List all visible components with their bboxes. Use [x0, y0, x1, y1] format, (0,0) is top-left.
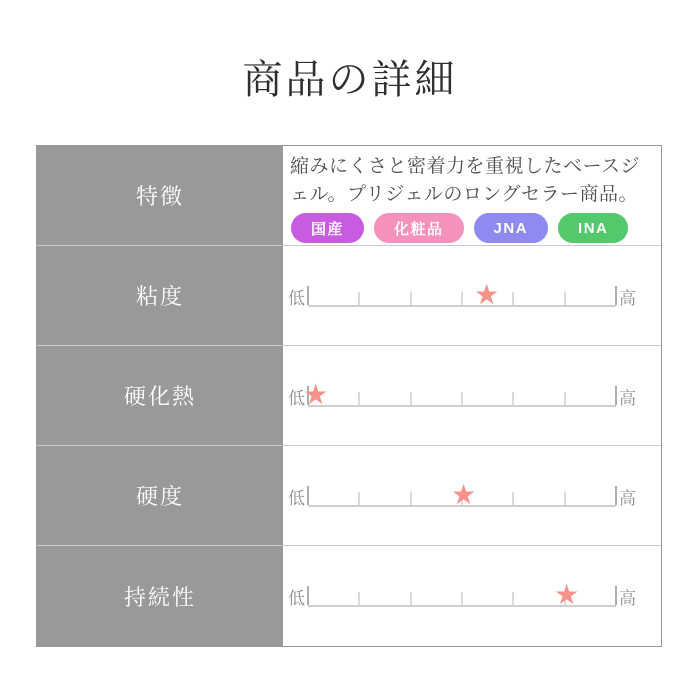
- scale-high-label: 高: [619, 589, 636, 608]
- scale-tick: [615, 586, 617, 605]
- row-header-viscosity: 粘度: [37, 246, 283, 345]
- scale-tick: [359, 592, 360, 605]
- hardness-content-cell: [283, 446, 661, 545]
- scale-tick: [615, 286, 617, 305]
- rating-scale: [288, 578, 636, 611]
- scale-tick: [307, 486, 309, 505]
- scale-low-label: 低: [288, 288, 305, 308]
- rating-scale: [288, 477, 636, 511]
- table-row-viscosity: [37, 246, 661, 346]
- scale-tick: [307, 286, 309, 305]
- scale-tick: [462, 392, 463, 405]
- page-title: 商品の詳細: [242, 58, 458, 102]
- rating-star-icon: ★: [450, 477, 477, 511]
- scale-tick: [513, 292, 514, 305]
- scale-track: [303, 377, 616, 411]
- scale-tick: [462, 592, 463, 605]
- table-row-feature: [37, 146, 661, 246]
- badge-ina: INA: [558, 213, 628, 243]
- feature-description: 縮みにくさと密着力を重視したベースジェル。プリジェルのロングセラー商品。: [290, 156, 641, 205]
- scale-tick: [410, 492, 411, 505]
- scale-tick: [564, 492, 565, 505]
- row-header-curing-heat: 硬化熱: [37, 346, 283, 445]
- scale-tick: [564, 392, 565, 405]
- scale-high-label: 高: [619, 488, 636, 508]
- scale-high-label: 高: [619, 288, 636, 308]
- scale-track: [308, 578, 616, 611]
- table-row-durability: [37, 546, 661, 646]
- row-header-durability: 持続性: [37, 546, 283, 646]
- scale-tick: [359, 392, 360, 405]
- scale-tick: [462, 292, 463, 305]
- scale-tick: [307, 586, 309, 605]
- scale-tick: [615, 486, 617, 505]
- scale-tick: [410, 292, 411, 305]
- badge-jna: JNA: [474, 213, 549, 243]
- rating-scale: [288, 377, 636, 411]
- curing-heat-content-cell: [283, 346, 661, 445]
- durability-content-cell: [283, 546, 661, 646]
- product-spec-table: [36, 145, 662, 647]
- rating-star-icon: ★: [554, 578, 580, 611]
- scale-track: [308, 277, 616, 311]
- rating-star-icon: ★: [303, 377, 329, 411]
- rating-star-icon: ★: [474, 277, 500, 311]
- badge-cosmetics: 化粧品: [374, 213, 464, 243]
- row-header-hardness: 硬度: [37, 446, 283, 545]
- badge-list: [290, 213, 657, 243]
- scale-track: [308, 477, 616, 511]
- feature-content-cell: [283, 146, 661, 245]
- scale-low-label: 低: [288, 388, 305, 408]
- viscosity-content-cell: [283, 246, 661, 345]
- scale-high-label: 高: [619, 388, 636, 408]
- row-header-feature: 特徴: [37, 146, 283, 245]
- table-row-curing-heat: [37, 346, 661, 446]
- scale-tick: [513, 492, 514, 505]
- scale-tick: [410, 592, 411, 605]
- scale-tick: [359, 292, 360, 305]
- badge-domestic: 国産: [291, 213, 364, 243]
- scale-tick: [410, 392, 411, 405]
- rating-scale: [288, 277, 636, 311]
- scale-tick: [615, 386, 617, 405]
- scale-low-label: 低: [288, 589, 305, 608]
- scale-tick: [359, 492, 360, 505]
- scale-tick: [564, 292, 565, 305]
- scale-tick: [513, 592, 514, 605]
- table-row-hardness: [37, 446, 661, 546]
- scale-tick: [513, 392, 514, 405]
- scale-low-label: 低: [288, 488, 305, 508]
